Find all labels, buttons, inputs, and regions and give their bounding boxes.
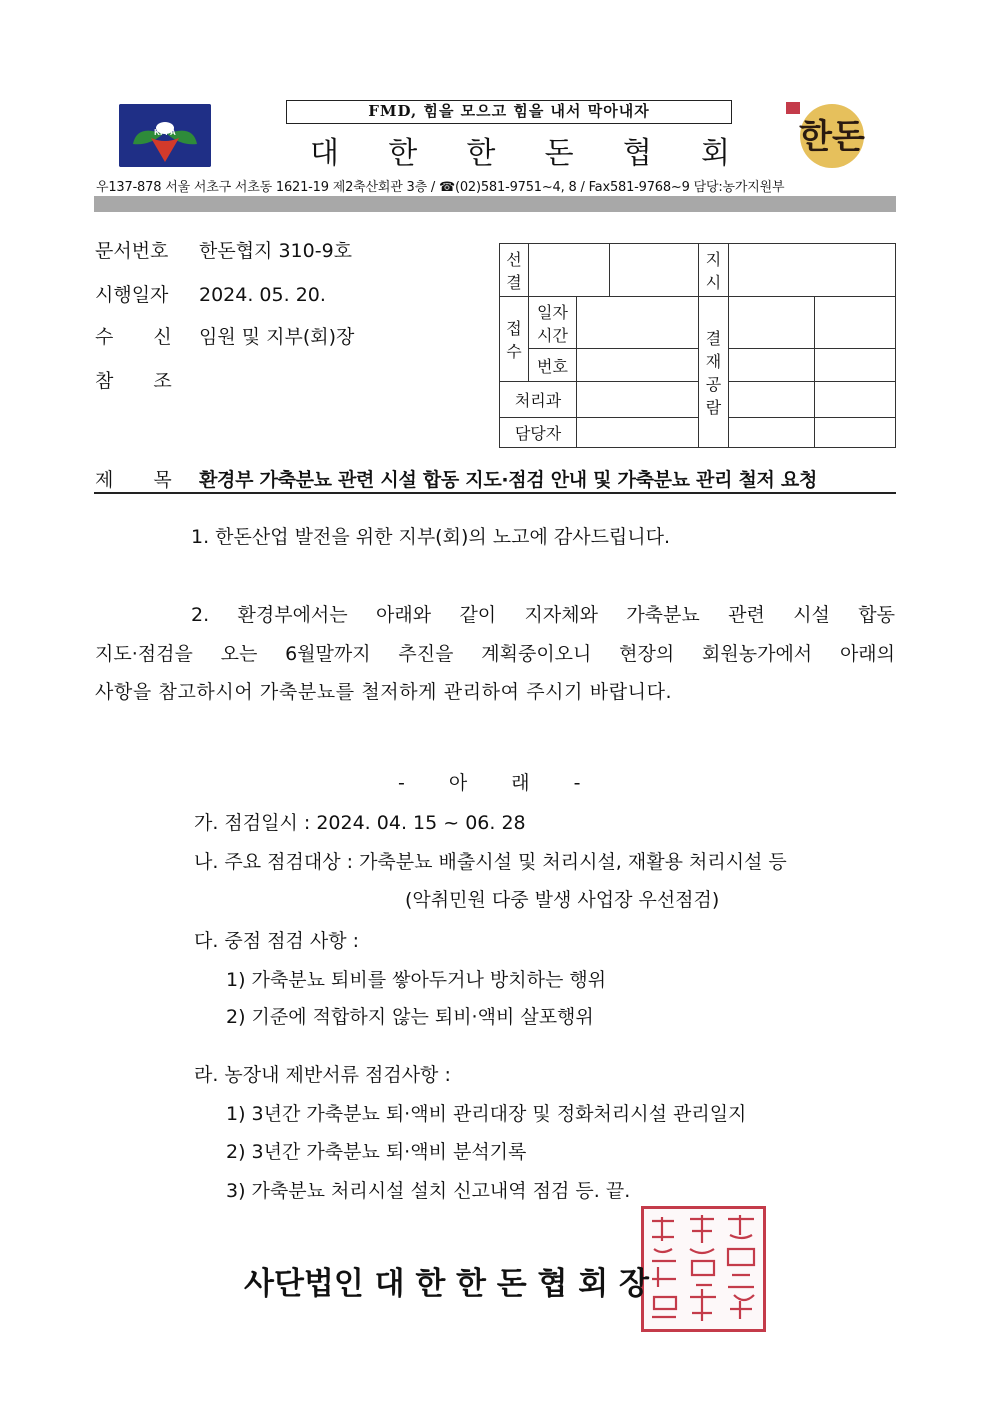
kppa-logo	[119, 104, 211, 167]
recipient-label: 수 신	[95, 326, 172, 348]
approval-review-cell	[815, 297, 896, 349]
item-da: 다. 중점 점검 사항 :	[194, 930, 360, 952]
approval-number-value	[577, 349, 699, 382]
approval-review-cell	[815, 418, 896, 448]
approval-date-time-value	[577, 297, 699, 349]
org-char: 대	[310, 136, 339, 171]
official-seal	[641, 1206, 766, 1332]
item-na: 나. 주요 점검대상 : 가축분뇨 배출시설 및 처리시설, 재활용 처리시설 등	[194, 851, 787, 873]
item-ra-3: 3) 가축분뇨 처리시설 설치 신고내역 점검 등. 끝.	[226, 1180, 631, 1202]
org-title	[310, 128, 730, 171]
approval-review-cell	[729, 418, 815, 448]
approval-review-cell	[729, 349, 815, 382]
date-row	[95, 280, 326, 307]
item-ra-1: 1) 3년간 가축분뇨 퇴·액비 관리대장 및 정화처리시설 관리일지	[226, 1103, 747, 1125]
approval-dept-label: 처리과	[500, 382, 577, 418]
approval-jeopsu-cell: 접 수	[500, 297, 529, 382]
reference-row	[95, 366, 199, 393]
paragraph-2-line-2: 지도·점검을 오는 6월말까지 추진을 계획중이오니 현장의 회원농가에서 아래의	[95, 643, 895, 665]
doc-number-value: 한돈협지 310-9호	[199, 240, 353, 262]
below-heading: - 아 래 -	[398, 772, 581, 794]
approval-ji-cell: 지 시	[699, 244, 729, 297]
item-da-1: 1) 가축분뇨 퇴비를 쌓아두거나 방치하는 행위	[226, 969, 607, 991]
approval-review-cell	[729, 297, 815, 349]
org-char: 돈	[544, 136, 574, 171]
approval-date-time-label: 일자 시간	[529, 297, 577, 349]
approval-seon-cell: 선 결	[500, 244, 529, 297]
date-value: 2024. 05. 20.	[199, 284, 326, 306]
doc-number-row	[95, 236, 352, 263]
approval-review-cell	[729, 382, 815, 418]
header-divider	[94, 196, 896, 212]
approval-instruction-cell	[729, 244, 896, 297]
recipient-row	[95, 322, 354, 349]
date-label: 시행일자	[95, 284, 169, 306]
approval-review-cell	[815, 382, 896, 418]
approval-sign-cell	[529, 244, 610, 297]
svg-text:KPPA: KPPA	[154, 128, 176, 137]
svg-text:한돈: 한돈	[799, 117, 865, 157]
slogan-box	[286, 100, 732, 124]
org-char: 한	[466, 136, 496, 171]
approval-table	[499, 243, 896, 448]
closing-signature: 사단법인 대 한 한 돈 협 회 장	[244, 1266, 649, 1302]
org-char: 회	[701, 136, 730, 171]
item-ra-2: 2) 3년간 가축분뇨 퇴·액비 분석기록	[226, 1141, 527, 1163]
approval-sign-cell	[610, 244, 699, 297]
slogan-text: FMD, 힘을 모으고 힘을 내서 막아내자	[368, 102, 650, 120]
reference-label: 참 조	[95, 370, 172, 392]
approval-dept-value	[577, 382, 699, 418]
org-char: 협	[622, 136, 652, 171]
approval-gyeoljae-cell: 결 재 공 람	[699, 297, 729, 448]
paragraph-1: 1. 한돈산업 발전을 위한 지부(회)의 노고에 감사드립니다.	[191, 526, 671, 548]
recipient-value: 임원 및 지부(회)장	[199, 326, 355, 348]
approval-review-cell	[815, 349, 896, 382]
subject-label: 제 목	[95, 469, 172, 491]
item-na-sub: (악취민원 다중 발생 사업장 우선점검)	[405, 889, 720, 911]
approval-person-value	[577, 418, 699, 448]
subject-text: 환경부 가축분뇨 관련 시설 합동 지도·점검 안내 및 가축분뇨 관리 철저 요청	[199, 469, 818, 491]
subject-underline	[94, 492, 896, 494]
item-ga: 가. 점검일시 : 2024. 04. 15 ~ 06. 28	[194, 812, 526, 834]
approval-person-label: 담당자	[500, 418, 577, 448]
handon-logo	[782, 98, 874, 172]
subject-row	[95, 465, 895, 492]
item-da-2: 2) 기준에 적합하지 않는 퇴비·액비 살포행위	[226, 1006, 594, 1028]
paragraph-2-line-3: 사항을 참고하시어 가축분뇨를 철저하게 관리하여 주시기 바랍니다.	[95, 681, 673, 703]
address-line: 우137-878 서울 서초구 서초동 1621-19 제2축산회관 3층 / ☎(02)581-9751~4, 8 / Fax581-9768~9 담당:농가지원부	[96, 180, 785, 195]
org-char: 한	[388, 136, 418, 171]
approval-number-label: 번호	[529, 349, 577, 382]
paragraph-2-line-1: 2. 환경부에서는 아래와 같이 지자체와 가축분뇨 관련 시설 합동	[191, 604, 895, 626]
item-ra: 라. 농장내 제반서류 점검사항 :	[194, 1064, 451, 1086]
doc-number-label: 문서번호	[95, 240, 169, 262]
